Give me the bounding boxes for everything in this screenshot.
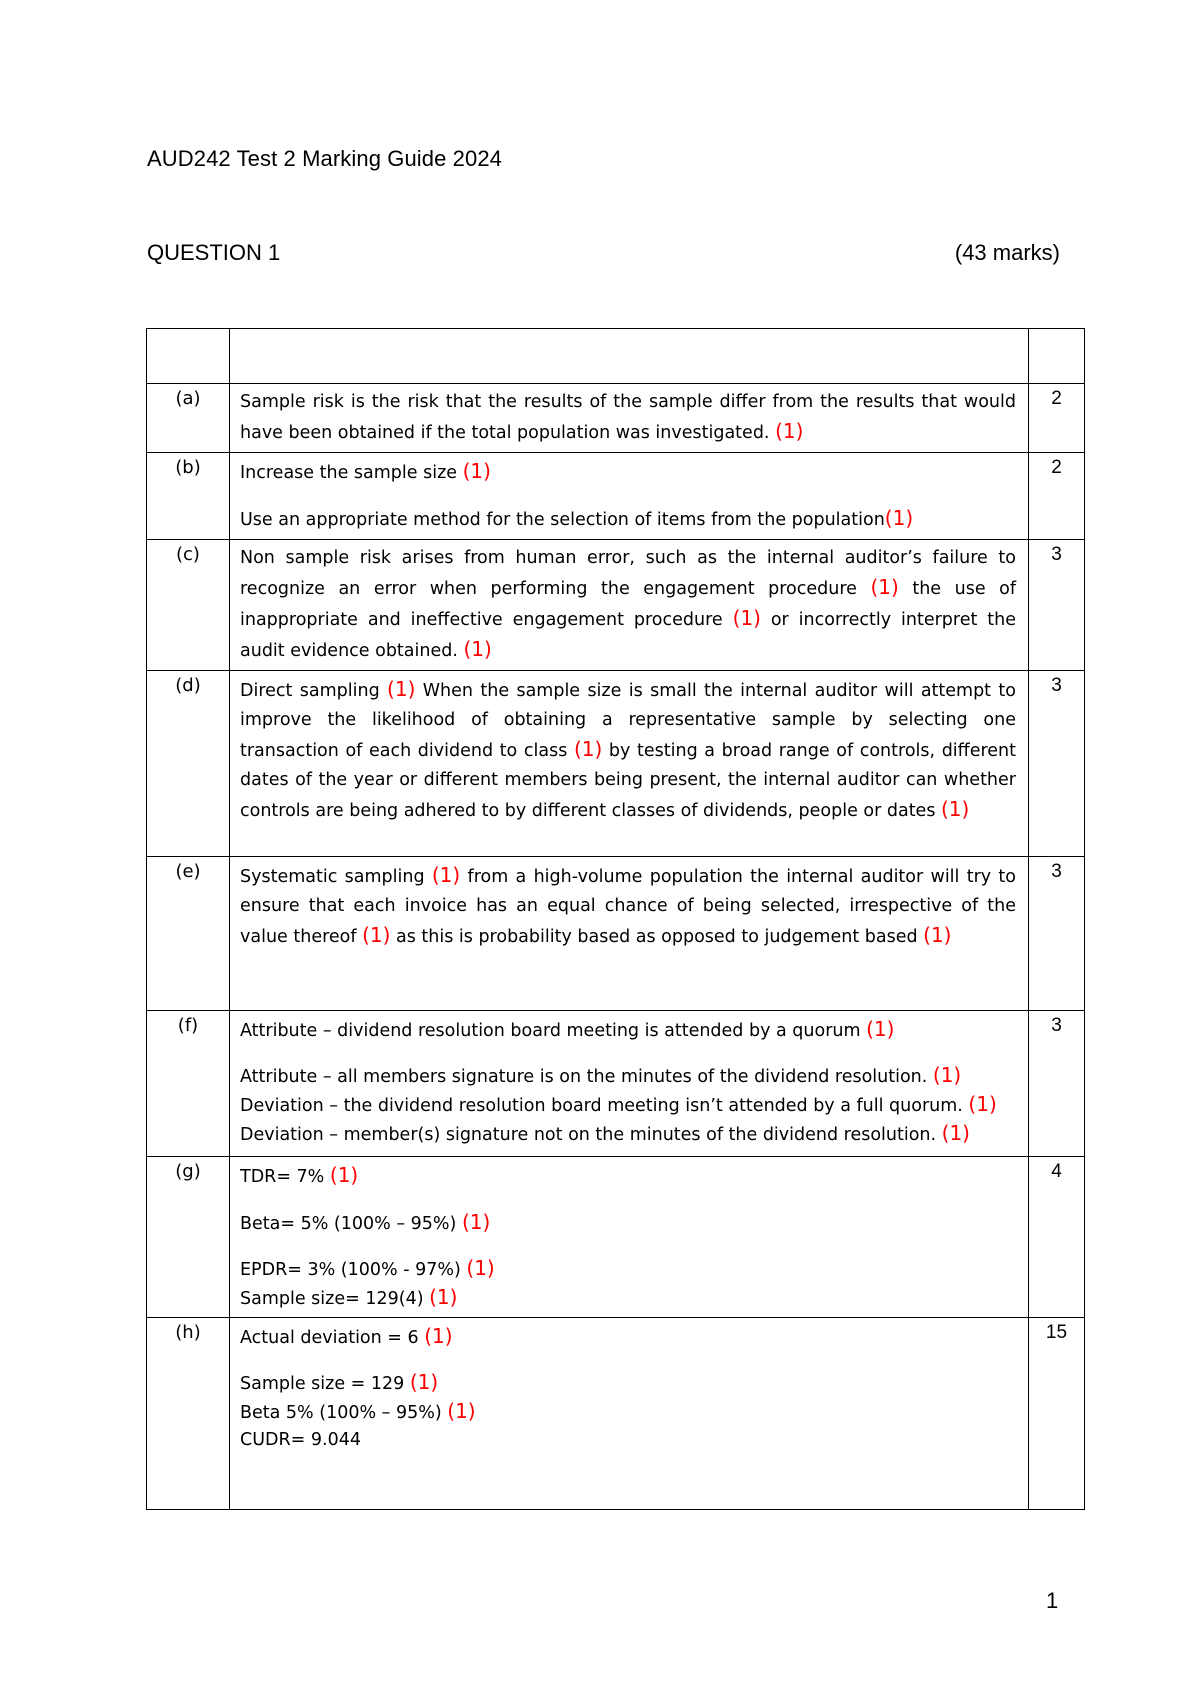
- answer-paragraph: [240, 504, 1016, 535]
- marks-cell: 4: [1029, 1157, 1085, 1318]
- answer-text: by testing a broad range of controls, different dates of the year or different members being present, the internal auditor can whether controls are being adhered to by different classes of dividends, people or dates: [240, 741, 1017, 821]
- answer-paragraph: [240, 1369, 1016, 1398]
- mark-allocation: (1): [429, 1285, 458, 1309]
- answer-text: Direct sampling: [240, 681, 388, 701]
- answer-cell: [230, 1157, 1029, 1318]
- answer-text: or incorrectly interpret the audit evidence obtained.: [240, 610, 1016, 661]
- table-row: [147, 453, 1085, 540]
- part-label: (e): [147, 857, 230, 1011]
- mark-allocation: (1): [461, 1210, 491, 1234]
- mark-allocation: (1): [409, 1370, 439, 1394]
- marks-cell: 2: [1029, 384, 1085, 453]
- answer-cell: [230, 384, 1029, 453]
- mark-allocation: (1): [362, 923, 391, 947]
- marks-cell: 3: [1029, 857, 1085, 1011]
- mark-allocation: (1): [941, 797, 970, 821]
- mark-allocation: (1): [775, 419, 804, 443]
- answer-paragraph: [240, 675, 1016, 826]
- mark-allocation: (1): [424, 1324, 453, 1348]
- answer-text: from a high-volume population the internal auditor will try to ensure that each invoice has an equal chance of being selected, irrespective of the value thereof: [240, 867, 1017, 947]
- part-label: (f): [147, 1011, 230, 1157]
- table-row: [147, 1157, 1085, 1318]
- answer-cell: [230, 1318, 1029, 1510]
- page-number: 1: [1046, 1588, 1059, 1613]
- answer-paragraph: [240, 1255, 1016, 1284]
- question-header: [147, 240, 1060, 266]
- mark-allocation: (1): [923, 923, 952, 947]
- answer-cell: [230, 1011, 1029, 1157]
- table-header-row: [147, 329, 1085, 384]
- mark-allocation: (1): [968, 1092, 997, 1116]
- part-label: (d): [147, 671, 230, 857]
- answer-paragraph: [240, 1284, 1016, 1313]
- answer-paragraph: [240, 388, 1016, 448]
- answer-paragraph: [240, 1062, 1016, 1091]
- mark-allocation: (1): [463, 637, 492, 661]
- answer-text: Attribute – all members signature is on the minutes of the dividend resolution.: [240, 1067, 933, 1087]
- answer-text: Sample size= 129(4): [240, 1289, 430, 1309]
- table-row: [147, 1011, 1085, 1157]
- part-label: (g): [147, 1157, 230, 1318]
- answer-paragraph: [240, 1015, 1016, 1046]
- mark-allocation: (1): [329, 1163, 359, 1187]
- document-title: AUD242 Test 2 Marking Guide 2024: [147, 146, 502, 171]
- mark-allocation: (1): [941, 1121, 970, 1145]
- answer-text: Increase the sample size: [240, 463, 463, 483]
- answer-text: the use of inappropriate and ineffective engagement procedure: [240, 579, 1016, 630]
- answer-cell: [230, 857, 1029, 1011]
- table-row: [147, 1318, 1085, 1510]
- answer-text: Sample risk is the risk that the results of the sample differ from the results that would have been obtained if the total population was investigated.: [240, 392, 1016, 443]
- answer-text: Sample size = 129: [240, 1374, 410, 1394]
- answer-cell: [230, 671, 1029, 857]
- part-label: (c): [147, 540, 230, 671]
- answer-text: Use an appropriate method for the selection of items from the population: [240, 510, 885, 530]
- answer-text: Attribute – dividend resolution board meeting is attended by a quorum: [240, 1021, 867, 1041]
- table-row: [147, 857, 1085, 1011]
- marks-cell: 2: [1029, 453, 1085, 540]
- header-cell-marks: [1029, 329, 1085, 384]
- marking-table: [146, 328, 1085, 1510]
- answer-paragraph: [240, 861, 1016, 952]
- mark-allocation: (1): [866, 1017, 895, 1041]
- mark-allocation: (1): [462, 459, 491, 483]
- answer-text: Deviation – member(s) signature not on the minutes of the dividend resolution.: [240, 1125, 942, 1145]
- mark-allocation: (1): [387, 677, 416, 701]
- answer-paragraph: [240, 544, 1016, 666]
- answer-text: Systematic sampling: [240, 867, 432, 887]
- answer-text: When the sample size is small the internal auditor will attempt to improve the likelihood of obtaining a representative sample by selecting one transaction of each dividend to class: [240, 681, 1016, 761]
- answer-text: Beta= 5% (100% – 95%): [240, 1214, 462, 1234]
- question-label: QUESTION 1: [147, 240, 281, 265]
- answer-text: EPDR= 3% (100% - 97%): [240, 1260, 467, 1280]
- answer-text: as this is probability based as opposed to judgement based: [390, 927, 924, 947]
- question-marks: (43 marks): [954, 240, 1060, 265]
- header-cell-label: [147, 329, 230, 384]
- header-cell-answer: [230, 329, 1029, 384]
- answer-text: Beta 5% (100% – 95%): [240, 1403, 448, 1423]
- mark-allocation: (1): [732, 606, 761, 630]
- mark-allocation: (1): [466, 1256, 495, 1280]
- answer-paragraph: [240, 1091, 1016, 1120]
- answer-text: TDR= 7%: [240, 1167, 330, 1187]
- mark-allocation: (1): [884, 506, 914, 530]
- answer-paragraph: [240, 1398, 1016, 1427]
- marks-cell: 15: [1029, 1318, 1085, 1510]
- answer-text: CUDR= 9.044: [240, 1430, 361, 1450]
- answer-cell: [230, 540, 1029, 671]
- mark-allocation: (1): [870, 575, 899, 599]
- answer-paragraph: [240, 1427, 1016, 1454]
- part-label: (a): [147, 384, 230, 453]
- mark-allocation: (1): [447, 1399, 476, 1423]
- answer-text: Actual deviation = 6: [240, 1328, 425, 1348]
- table-row: [147, 384, 1085, 453]
- answer-cell: [230, 453, 1029, 540]
- mark-allocation: (1): [573, 737, 603, 761]
- answer-paragraph: [240, 1208, 1016, 1239]
- answer-text: Non sample risk arises from human error, such as the internal auditor’s failure to recognize an error when performing the engagement procedure: [240, 548, 1016, 599]
- marks-cell: 3: [1029, 540, 1085, 671]
- part-label: (h): [147, 1318, 230, 1510]
- mark-allocation: (1): [932, 1063, 962, 1087]
- answer-paragraph: [240, 1322, 1016, 1353]
- answer-paragraph: [240, 457, 1016, 488]
- part-label: (b): [147, 453, 230, 540]
- table-row: [147, 671, 1085, 857]
- answer-paragraph: [240, 1161, 1016, 1192]
- table-row: [147, 540, 1085, 671]
- mark-allocation: (1): [431, 863, 461, 887]
- answer-paragraph: [240, 1120, 1016, 1149]
- answer-text: Deviation – the dividend resolution board meeting isn’t attended by a full quorum.: [240, 1096, 969, 1116]
- marks-cell: 3: [1029, 671, 1085, 857]
- marks-cell: 3: [1029, 1011, 1085, 1157]
